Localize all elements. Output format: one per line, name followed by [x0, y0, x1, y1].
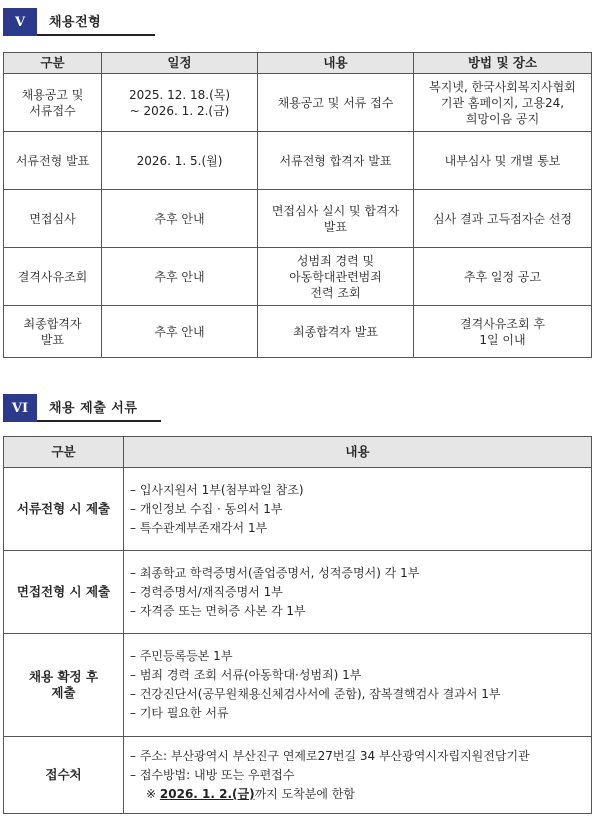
cell-category — [4, 306, 102, 358]
cell-label — [4, 468, 124, 551]
header-schedule: 일정 — [102, 53, 258, 74]
note-mark: ※ — [146, 786, 157, 801]
cell-method — [414, 190, 592, 248]
cell-label — [4, 737, 124, 814]
cell-schedule-line: 2025. 12. 18.(목) — [128, 87, 231, 102]
cell-content-line: 전력 조회 — [310, 285, 361, 300]
cell-schedule — [102, 190, 258, 248]
cell-content-line: 채용공고 및 서류 접수 — [277, 95, 394, 110]
cell-schedule-line: 추후 안내 — [154, 269, 205, 284]
recruitment-process-table — [3, 52, 592, 358]
cell-method-line: 1일 이내 — [479, 332, 526, 347]
list-item: – 건강진단서(공무원채용신체검사서에 준함), 잠복결핵검사 결과서 1부 — [130, 687, 501, 701]
table-row — [4, 132, 592, 190]
cell-method-line: 심사 결과 고득점자순 선정 — [433, 211, 572, 226]
cell-content-line: 발표 — [323, 219, 348, 234]
table-row — [4, 74, 592, 132]
list-item: – 특수관계부존재각서 1부 — [130, 520, 268, 535]
cell-schedule-line: 추후 안내 — [154, 211, 205, 226]
cell-label-line: 면접전형 시 제출 — [16, 584, 111, 599]
cell-method-line: 결격사유조회 후 — [460, 316, 545, 331]
cell-schedule — [102, 306, 258, 358]
cell-label — [4, 551, 124, 634]
table-row — [4, 634, 592, 737]
cell-schedule-line: 2026. 1. 5.(월) — [136, 153, 223, 168]
table-row — [4, 468, 592, 551]
cell-category-line: 결격사유조회 — [17, 269, 88, 284]
cell-content — [258, 190, 414, 248]
deadline-note — [130, 785, 585, 804]
cell-method — [414, 306, 592, 358]
table-row — [4, 737, 592, 814]
cell-method-line: 추후 일정 공고 — [463, 269, 542, 284]
cell-label-line: 채용 확정 후 — [28, 669, 99, 684]
cell-content-line: 성범죄 경력 및 — [296, 253, 375, 268]
cell-content — [258, 306, 414, 358]
cell-category — [4, 74, 102, 132]
list-item: – 최종학교 학력증명서(졸업증명서, 성적증명서) 각 1부 — [130, 565, 420, 580]
cell-content-line: 최종합격자 발표 — [293, 324, 378, 339]
cell-method-line: 복지넷, 한국사회복지사협회 — [429, 79, 576, 94]
cell-content — [258, 132, 414, 190]
table-row — [4, 190, 592, 248]
list-item: – 입사지원서 1부(첨부파일 참조) — [130, 482, 304, 497]
section-title: 채용 제출 서류 — [49, 401, 138, 416]
list-item: – 접수방법: 내방 또는 우편접수 — [130, 767, 295, 782]
table-header-row — [4, 53, 592, 74]
cell-category — [4, 132, 102, 190]
cell-items — [124, 737, 592, 814]
cell-category — [4, 248, 102, 306]
cell-category — [4, 190, 102, 248]
cell-category-line: 서류전형 발표 — [15, 153, 90, 168]
cell-content-line: 면접심사 실시 및 합격자 — [271, 203, 400, 218]
cell-items — [124, 551, 592, 634]
note-text: 까지 도착분에 한함 — [254, 786, 355, 801]
header-method: 방법 및 장소 — [414, 53, 592, 74]
cell-category-line: 면접심사 — [29, 211, 76, 226]
cell-category-line: 최종합격자 — [23, 316, 82, 331]
table-row — [4, 248, 592, 306]
cell-schedule — [102, 248, 258, 306]
cell-items — [124, 468, 592, 551]
cell-method-line: 내부심사 및 개별 통보 — [444, 153, 561, 168]
header-category: 구분 — [4, 53, 102, 74]
cell-content — [258, 74, 414, 132]
list-item: – 범죄 경력 조회 서류(아동학대·성범죄) 1부 — [130, 668, 362, 682]
cell-schedule-line: ~ 2026. 1. 2.(금) — [129, 103, 230, 118]
section-title-underline — [37, 34, 155, 36]
cell-category-line: 서류접수 — [29, 103, 76, 118]
required-documents-table — [3, 436, 592, 814]
cell-label-line: 서류전형 시 제출 — [16, 501, 111, 516]
cell-items — [124, 634, 592, 737]
cell-schedule — [102, 74, 258, 132]
table-row — [4, 306, 592, 358]
list-item: – 기타 필요한 서류 — [130, 706, 229, 720]
header-content: 내용 — [124, 437, 592, 468]
cell-method — [414, 132, 592, 190]
table-header-row — [4, 437, 592, 468]
cell-content — [258, 248, 414, 306]
table-row — [4, 551, 592, 634]
list-item: – 경력증명서/재직증명서 1부 — [130, 584, 283, 599]
list-item: – 주소: 부산광역시 부산진구 연제로27번길 34 부산광역시자립지원전담기관 — [130, 748, 530, 763]
cell-label-line: 제출 — [51, 685, 76, 700]
cell-category-line: 채용공고 및 — [21, 87, 84, 102]
cell-method-line: 기관 홈페이지, 고용24, — [440, 95, 565, 110]
section-title: 채용전형 — [49, 15, 102, 30]
cell-method-line: 희망이음 공지 — [465, 111, 540, 126]
section-title-underline — [37, 420, 161, 422]
header-content: 내용 — [258, 53, 414, 74]
section-header-required-documents — [3, 394, 161, 422]
cell-content-line: 서류전형 합격자 발표 — [279, 153, 392, 168]
cell-label — [4, 634, 124, 737]
list-item: – 개인정보 수집 · 동의서 1부 — [130, 501, 283, 516]
section-title-wrap — [37, 8, 155, 36]
section-title-wrap — [37, 394, 161, 422]
section-number-badge: VI — [3, 394, 37, 422]
section-header-recruitment-process — [3, 8, 155, 36]
section-number-badge: V — [3, 8, 37, 36]
list-item: – 주민등록등본 1부 — [130, 649, 233, 663]
cell-schedule-line: 추후 안내 — [154, 324, 205, 339]
cell-content-line: 아동학대관련범죄 — [289, 269, 382, 284]
cell-schedule — [102, 132, 258, 190]
header-category: 구분 — [4, 437, 124, 468]
cell-method — [414, 74, 592, 132]
cell-category-line: 발표 — [40, 332, 65, 347]
list-item: – 자격증 또는 면허증 사본 각 1부 — [130, 603, 306, 618]
note-deadline-date: 2026. 1. 2.(금) — [159, 786, 255, 801]
cell-label-line: 접수처 — [45, 767, 82, 782]
cell-method — [414, 248, 592, 306]
